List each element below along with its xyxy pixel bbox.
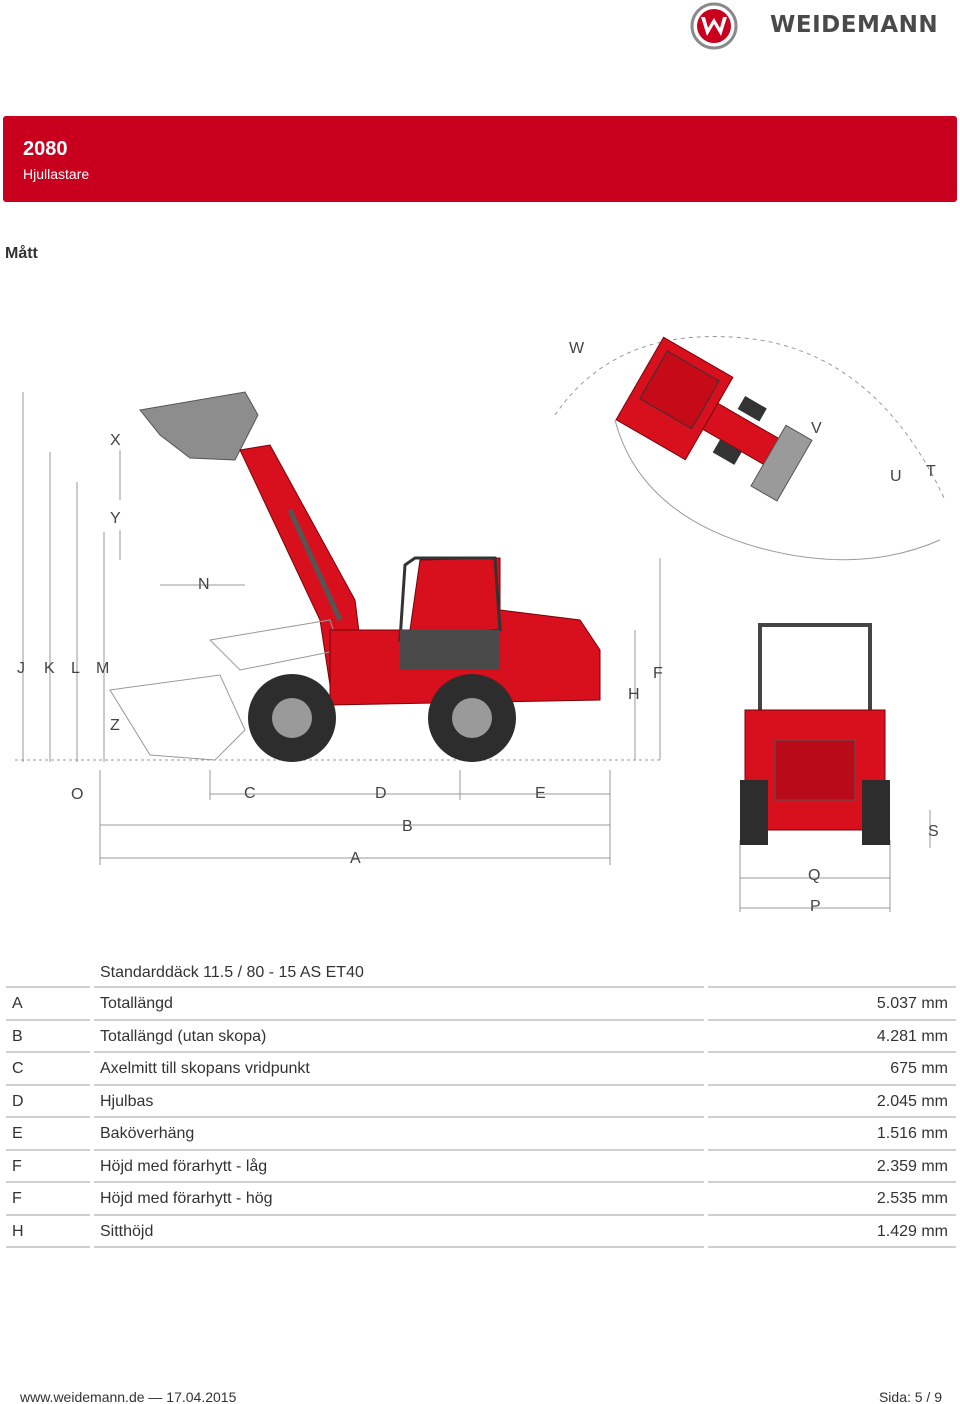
dim-code: B [12, 1027, 23, 1045]
dim-code: E [12, 1125, 23, 1142]
label-O: O [71, 786, 84, 803]
label-Y: Y [110, 510, 121, 527]
dim-label: Totallängd (utan skopa) [100, 1027, 267, 1045]
tyre-spec: Standarddäck 11.5 / 80 - 15 AS ET40 [100, 964, 364, 981]
machine-type: Hjullastare [23, 166, 90, 182]
label-S: S [928, 823, 939, 840]
label-D: D [375, 785, 387, 802]
dim-value: 2.045 mm [876, 1092, 948, 1110]
dim-label: Axelmitt till skopans vridpunkt [100, 1060, 310, 1077]
label-C: C [244, 785, 256, 802]
dim-label: Höjd med förarhytt - hög [100, 1190, 273, 1207]
dim-value: 1.516 mm [876, 1125, 948, 1142]
label-N: N [198, 576, 210, 593]
footer-website-date: www.weidemann.de — 17.04.2015 [20, 1389, 237, 1404]
label-T: T [926, 463, 936, 480]
dim-code: D [12, 1092, 24, 1110]
table-row [6, 988, 956, 1021]
table-row [6, 1021, 956, 1054]
label-F: F [653, 665, 663, 682]
table-row [6, 1183, 956, 1216]
section-title: Mått [5, 245, 38, 262]
drawing-label-layer [0, 300, 960, 940]
dimension-table [6, 960, 956, 1248]
table-row [6, 1118, 956, 1151]
label-L: L [71, 660, 80, 677]
dim-label: Sitthöjd [100, 1222, 154, 1240]
label-A: A [350, 850, 361, 867]
dim-label: Höjd med förarhytt - låg [100, 1157, 268, 1175]
weidemann-logo-icon [690, 2, 738, 50]
dim-code: F [12, 1157, 22, 1175]
label-P: P [810, 898, 821, 915]
label-Z: Z [110, 717, 120, 734]
table-row [6, 1086, 956, 1119]
table-header [6, 960, 956, 988]
table-row [6, 1151, 956, 1184]
dim-value: 2.359 mm [876, 1157, 948, 1175]
label-B: B [402, 818, 413, 835]
brand-name: WEIDEMANN [770, 12, 939, 38]
dim-code: A [12, 995, 23, 1012]
label-U: U [890, 468, 902, 485]
table-row [6, 1053, 956, 1086]
dim-code: C [12, 1060, 24, 1077]
dim-code: H [12, 1222, 24, 1240]
dim-value: 675 mm [890, 1060, 948, 1077]
dim-label: Totallängd [100, 995, 173, 1012]
table-row [6, 1216, 956, 1249]
label-W: W [569, 340, 585, 357]
dim-value: 1.429 mm [876, 1222, 948, 1240]
dim-value: 5.037 mm [876, 995, 948, 1012]
label-X: X [110, 432, 121, 449]
dim-label: Baköverhäng [100, 1125, 195, 1142]
brand-logo [690, 2, 950, 50]
label-J: J [17, 660, 25, 677]
model-number: 2080 [23, 138, 68, 160]
dim-value: 4.281 mm [876, 1027, 948, 1045]
label-M: M [96, 660, 110, 677]
dim-value: 2.535 mm [876, 1190, 948, 1207]
footer-page-number: Sida: 5 / 9 [878, 1389, 942, 1404]
label-V: V [811, 420, 822, 437]
dim-code: F [12, 1190, 22, 1207]
title-banner [3, 116, 957, 202]
label-E: E [535, 785, 546, 802]
label-H: H [628, 686, 640, 703]
dim-label: Hjulbas [100, 1092, 154, 1110]
label-K: K [44, 660, 55, 677]
label-Q: Q [808, 867, 821, 884]
